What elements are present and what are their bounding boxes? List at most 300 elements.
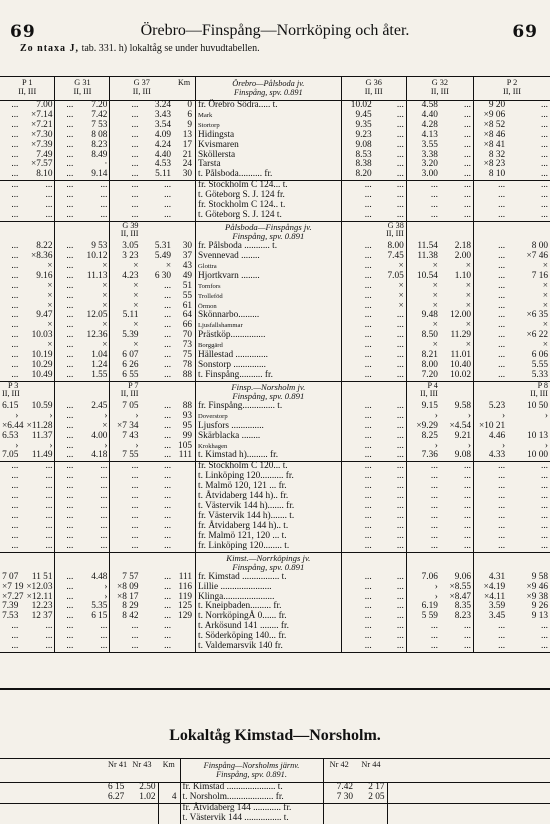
departure-time: P 3 II, III: [0, 381, 20, 402]
departure-time: 10.03: [20, 331, 55, 341]
departure-time: ...: [11, 241, 19, 252]
section-header-row: [0, 552, 550, 573]
return-time: ...: [364, 290, 372, 301]
return-time: 4.33: [488, 450, 506, 461]
station-name: t. Västervik 144 h)....... fr.: [196, 502, 342, 512]
departure-time: ›: [135, 440, 139, 451]
departure-time: ×12.11: [20, 593, 55, 603]
return-time: ...: [364, 280, 372, 291]
return-time: ×: [374, 292, 407, 302]
departure-time: ...: [20, 632, 55, 642]
departure-time: [0, 552, 20, 573]
return-time: [406, 552, 440, 573]
time-cell: [453, 803, 550, 813]
departure-time: ...: [131, 209, 139, 220]
km-value: 0: [187, 100, 192, 110]
return-time: [474, 552, 508, 573]
km-value: 49: [182, 270, 192, 281]
departure-time: ...: [66, 631, 74, 642]
return-time: ...: [374, 331, 407, 341]
return-time: 10 00: [527, 450, 548, 461]
departure-time: ...: [164, 400, 172, 411]
return-time: ...: [541, 119, 548, 130]
return-time: ...: [440, 131, 474, 141]
departure-time: 6.53: [2, 430, 19, 441]
return-time: ...: [541, 109, 548, 120]
station-name: t. Kneipbaden......... fr.: [196, 602, 342, 612]
km-value: [173, 552, 195, 573]
return-time: 9.08: [440, 451, 474, 461]
return-time: ...: [364, 611, 372, 622]
return-time: [440, 381, 474, 402]
departure-time: ...: [131, 481, 139, 492]
departure-time: 8 42: [122, 611, 139, 622]
return-time: ...: [374, 422, 407, 432]
departure-time: 6 26: [122, 359, 139, 370]
return-time: [341, 552, 374, 573]
return-time: ...: [440, 512, 474, 522]
return-time: ...: [541, 530, 548, 541]
station-name: Sonstorp ..............: [196, 361, 342, 371]
return-time: 3.55: [421, 139, 438, 150]
return-time: ...: [541, 129, 548, 140]
main-timetable: [0, 76, 550, 653]
col-head-route: Örebro—Pålsboda jv. Finspång, spv. 0.891: [196, 77, 342, 101]
return-time: ...: [406, 462, 440, 472]
return-time: 12.00: [440, 311, 474, 321]
time-cell: [106, 803, 126, 813]
departure-time: ...: [20, 642, 55, 652]
departure-time: ...: [110, 642, 141, 652]
departure-time: ...: [20, 211, 55, 221]
departure-time: ×12.03: [20, 583, 55, 593]
station-name: fr. Åtvidaberg 144 h).. t.: [196, 522, 342, 532]
return-time: ...: [498, 290, 506, 301]
departure-time: ...: [66, 330, 74, 341]
return-time: ×8.55: [440, 583, 474, 593]
departure-time: 8.49: [75, 151, 110, 161]
departure-time: ...: [66, 119, 74, 130]
return-time: ...: [541, 510, 548, 521]
station-name: fr. Finspång.............. t.: [196, 402, 342, 412]
return-time: ...: [440, 472, 474, 482]
km-value: 119: [178, 591, 192, 602]
departure-time: ...: [164, 510, 172, 521]
return-time: ...: [440, 462, 474, 472]
departure-time: ...: [131, 119, 139, 130]
km-value: 37: [182, 250, 192, 261]
return-time: ...: [498, 330, 506, 341]
station-name: fr. Kimstad ..................... t.: [180, 783, 323, 793]
local-timetable: [0, 758, 550, 824]
return-time: 3.00: [421, 169, 438, 180]
departure-time: ...: [66, 270, 74, 281]
return-time: ...: [374, 181, 407, 191]
return-time: 9 13: [531, 611, 548, 622]
return-time: 7 16: [531, 270, 548, 281]
return-time: ×9 38: [526, 591, 548, 602]
return-time: 9.58: [440, 402, 474, 412]
return-time: [474, 221, 508, 242]
departure-time: ...: [20, 532, 55, 542]
departure-time: [75, 552, 110, 573]
departure-time: 5.35: [75, 602, 110, 612]
return-time: ...: [364, 491, 372, 502]
departure-time: 8.10: [20, 170, 55, 180]
departure-time: 12.36: [75, 331, 110, 341]
departure-time: ...: [11, 200, 19, 211]
departure-time: ×8 09: [117, 581, 139, 592]
departure-time: [75, 381, 110, 402]
departure-time: 10.49: [20, 371, 55, 381]
return-time: ×: [432, 340, 438, 351]
departure-time: 3.05: [122, 241, 139, 252]
return-time: ...: [430, 200, 438, 211]
return-time: ×9.29: [416, 420, 438, 431]
return-time: 8.21: [421, 350, 438, 361]
return-time: ×: [374, 282, 407, 292]
local-table-row: [0, 793, 550, 803]
departure-time: ...: [141, 642, 174, 652]
departure-time: 10.29: [20, 361, 55, 371]
km-value: [173, 532, 195, 542]
departure-time: ×: [75, 302, 110, 312]
km-value: 24: [182, 159, 192, 170]
local-col-head: [52, 759, 106, 783]
time-cell: [453, 814, 550, 824]
departure-time: [110, 552, 141, 573]
km-value: 43: [182, 260, 192, 271]
departure-time: ×7.30: [20, 131, 55, 141]
departure-time: ...: [66, 611, 74, 622]
local-table-row: [0, 814, 550, 824]
departure-time: ×: [75, 341, 110, 351]
return-time: ×: [432, 290, 438, 301]
departure-time: 7.39: [2, 601, 19, 612]
section-title: Finsp.—Norsholm jv. Finspång, spv. 0.891: [196, 381, 342, 402]
km-value: 6: [187, 109, 192, 120]
km-value: 129: [178, 611, 192, 622]
departure-time: 8.23: [75, 141, 110, 151]
departure-time: ...: [131, 510, 139, 521]
departure-time: ...: [164, 530, 172, 541]
departure-time: ...: [164, 520, 172, 531]
station-name: Ljusfors ..............: [196, 422, 342, 432]
departure-time: ×: [75, 321, 110, 331]
local-header-row: [0, 759, 550, 783]
departure-time: [141, 381, 174, 402]
departure-time: ...: [11, 481, 19, 492]
time-cell: [52, 814, 106, 824]
departure-time: ...: [11, 129, 19, 140]
station-name: fr. Kimstad ................ t.: [196, 573, 342, 583]
departure-time: ...: [66, 159, 74, 170]
station-name: t. Malmö 120, 121 ... fr.: [196, 482, 342, 492]
departure-time: ...: [66, 410, 74, 421]
return-time: 9.45: [355, 109, 372, 120]
return-time: ...: [430, 631, 438, 642]
return-time: ...: [374, 361, 407, 371]
return-time: ...: [364, 450, 372, 461]
km-value: [173, 181, 195, 191]
time-cell: 6 15: [108, 782, 125, 792]
return-time: [507, 221, 550, 242]
departure-time: ×8.36: [20, 252, 55, 262]
departure-time: 9.16: [20, 272, 55, 282]
departure-time: ...: [11, 109, 19, 120]
departure-time: ...: [141, 181, 174, 191]
return-time: ...: [374, 451, 407, 461]
km-value: 111: [178, 450, 192, 461]
return-time: ›: [502, 410, 506, 421]
return-time: ...: [498, 369, 506, 380]
time-cell: [323, 814, 355, 824]
departure-time: ...: [11, 330, 19, 341]
return-time: ...: [364, 260, 372, 271]
return-time: ...: [474, 642, 508, 652]
departure-time: 12.23: [20, 602, 55, 612]
return-time: ...: [541, 501, 548, 511]
return-time: ...: [541, 100, 548, 110]
return-time: ...: [498, 250, 506, 261]
departure-time: ×: [165, 260, 172, 271]
departure-time: ...: [11, 501, 19, 511]
departure-time: 6 07: [122, 350, 139, 361]
return-time: ×: [432, 320, 438, 331]
return-time: [440, 552, 474, 573]
return-time: ×10 21: [478, 420, 506, 431]
departure-time: ...: [20, 502, 55, 512]
return-time: ...: [364, 209, 372, 220]
time-cell: 4: [171, 791, 177, 802]
km-value: 9: [187, 119, 192, 130]
return-time: ×8 52: [483, 119, 506, 130]
return-time: ...: [507, 642, 550, 652]
departure-time: ...: [66, 501, 74, 511]
km-value: [173, 462, 195, 472]
return-time: 8.20: [355, 169, 372, 180]
departure-time: 10.19: [20, 351, 55, 361]
departure-time: ...: [66, 200, 74, 211]
return-time: ...: [498, 491, 506, 502]
return-time: ...: [374, 522, 407, 532]
return-time: ...: [498, 471, 506, 482]
departure-time: ...: [11, 280, 19, 291]
station-name: Doverstorp: [196, 412, 342, 422]
km-value: 125: [178, 601, 192, 612]
return-time: ...: [374, 482, 407, 492]
departure-time: 11 51: [20, 573, 55, 583]
time-cell: [387, 803, 453, 813]
col-head-g31: G 31 II, III: [55, 77, 110, 101]
departure-time: ...: [66, 450, 74, 461]
km-value: 21: [182, 149, 192, 160]
station-name: fr. Pålsboda ........... t.: [196, 242, 342, 252]
departure-time: 11.37: [20, 432, 55, 442]
departure-time: ...: [131, 501, 139, 511]
return-time: ...: [498, 501, 506, 511]
departure-time: ...: [55, 462, 75, 472]
departure-time: ...: [20, 462, 55, 472]
time-cell: [106, 814, 126, 824]
departure-time: ...: [66, 190, 74, 201]
return-time: ...: [498, 359, 506, 370]
return-time: 11.01: [440, 351, 474, 361]
return-time: 11.29: [440, 331, 474, 341]
departure-time: ...: [164, 350, 172, 361]
departure-time: 7.05: [2, 450, 19, 461]
return-time: 10 50: [527, 400, 548, 411]
departure-time: ...: [164, 320, 172, 331]
km-value: [173, 381, 195, 402]
return-time: 3.59: [488, 601, 506, 612]
km-value: 66: [182, 320, 192, 331]
section-title: Kimst.—Norrköpings jv. Finspång, spv. 0.891: [196, 552, 342, 573]
return-time: 8.35: [440, 602, 474, 612]
km-value: [173, 482, 195, 492]
station-name: t. Pålsboda.......... fr.: [196, 170, 342, 180]
departure-time: ...: [131, 471, 139, 482]
station-name: Mark: [196, 111, 342, 121]
time-cell: [0, 803, 52, 813]
time-cell: [158, 803, 180, 813]
departure-time: ...: [164, 471, 172, 482]
departure-time: ...: [20, 512, 55, 522]
return-time: ›: [544, 410, 548, 421]
return-time: 3.45: [488, 611, 506, 622]
station-name: Klinga......................: [196, 593, 342, 603]
station-name: fr. Stockholm C 124.. t.: [196, 201, 342, 211]
col-head-p2: P 2 II, III: [474, 77, 550, 101]
return-time: ...: [498, 340, 506, 351]
km-value: [173, 632, 195, 642]
km-value: 30: [182, 241, 192, 252]
station-name: Hjortkvarn ........: [196, 272, 342, 282]
departure-time: ...: [20, 522, 55, 532]
station-name: Sköllersta: [196, 151, 342, 161]
return-time: ...: [498, 280, 506, 291]
return-time: 10.02: [350, 100, 372, 110]
km-value: [173, 642, 195, 652]
return-time: 8.00: [374, 242, 407, 252]
return-time: ...: [498, 481, 506, 492]
departure-time: [141, 552, 174, 573]
return-time: [406, 221, 440, 242]
return-time: 9 58: [531, 571, 548, 582]
page-number-right: 69: [512, 22, 538, 42]
station-name: t. Finspång.......... fr.: [196, 371, 342, 381]
local-col-head: Nr 43: [126, 759, 158, 783]
departure-time: 4.09: [154, 129, 172, 140]
return-time: ...: [364, 400, 372, 411]
departure-time: ...: [11, 530, 19, 541]
return-time: ...: [440, 522, 474, 532]
departure-time: ...: [11, 471, 19, 482]
return-time: 10 13: [527, 430, 548, 441]
departure-time: ...: [11, 621, 19, 632]
return-time: ...: [364, 250, 372, 261]
departure-time: ...: [66, 350, 74, 361]
return-time: ›: [434, 440, 438, 451]
return-time: ×: [432, 260, 438, 271]
departure-time: 5.11: [122, 310, 139, 321]
return-time: ...: [374, 321, 407, 331]
departure-time: ...: [66, 420, 74, 431]
return-time: ›: [440, 442, 474, 452]
departure-time: 7.42: [75, 111, 110, 121]
return-time: ×7 46: [526, 250, 548, 261]
departure-time: ...: [66, 209, 74, 220]
subtitle-text: tab. 331. h) lokaltåg se under huvudtabellen.: [81, 43, 260, 54]
departure-time: ...: [164, 310, 172, 321]
return-time: 4.31: [488, 571, 506, 582]
departure-time: ...: [131, 621, 139, 632]
departure-time: ...: [164, 290, 172, 301]
km-value: 99: [182, 430, 192, 441]
local-train-title: Lokaltåg Kimstad—Norsholm.: [169, 727, 381, 744]
departure-time: ...: [11, 159, 19, 170]
col-head-g36: G 36 II, III: [341, 77, 406, 101]
departure-time: ...: [66, 621, 74, 632]
departure-time: ...: [11, 491, 19, 502]
return-time: 2.00: [440, 252, 474, 262]
departure-time: ...: [164, 190, 172, 201]
departure-time: ...: [11, 209, 19, 220]
departure-time: ×: [20, 302, 55, 312]
return-time: ...: [374, 412, 407, 422]
return-time: ...: [440, 170, 474, 180]
departure-time: ...: [110, 462, 141, 472]
km-value: 30: [182, 169, 192, 180]
return-time: 1.10: [440, 272, 474, 282]
departure-time: 6 15: [75, 612, 110, 622]
return-time: ...: [364, 510, 372, 521]
departure-time: ...: [0, 462, 20, 472]
return-time: ...: [364, 310, 372, 321]
station-name: fr. Västervik 144 h)....... t.: [196, 512, 342, 522]
departure-time: ...: [11, 320, 19, 331]
return-time: [440, 221, 474, 242]
return-time: ...: [430, 209, 438, 220]
departure-time: ...: [164, 369, 172, 380]
return-time: ...: [440, 542, 474, 552]
departure-time: ...: [11, 510, 19, 521]
km-value: 17: [182, 139, 192, 150]
return-time: ...: [364, 350, 372, 361]
return-time: ...: [440, 211, 474, 221]
km-value: 51: [182, 280, 192, 291]
departure-time: ...: [11, 340, 19, 351]
station-name: t. Göteborg S. J. 124 t.: [196, 211, 342, 221]
departure-time: 11.49: [20, 451, 55, 461]
departure-time: ×: [75, 292, 110, 302]
return-time: ...: [374, 612, 407, 622]
col-head-p1: P 1 II, III: [0, 77, 55, 101]
departure-time: 7.53: [2, 611, 19, 622]
return-time: ...: [498, 241, 506, 252]
departure-time: ...: [164, 209, 172, 220]
departure-time: 3 23: [122, 250, 139, 261]
return-time: ...: [541, 159, 548, 170]
station-name: Lillie ......................: [196, 583, 342, 593]
return-time: ×: [440, 282, 474, 292]
departure-time: 5.31: [154, 241, 172, 252]
return-time: ...: [541, 481, 548, 492]
return-time: ×: [440, 302, 474, 312]
return-time: ...: [374, 170, 407, 180]
return-time: ...: [374, 573, 407, 583]
return-time: 6 06: [531, 350, 548, 361]
